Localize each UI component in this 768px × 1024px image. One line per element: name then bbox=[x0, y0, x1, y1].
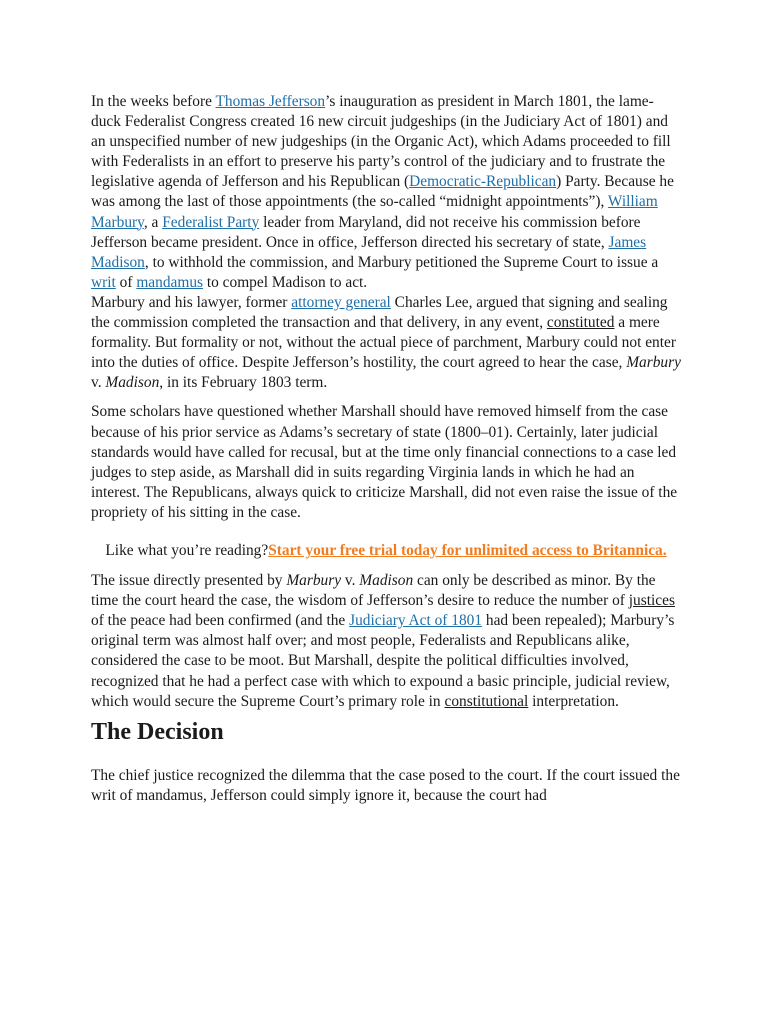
attorney-general-link[interactable]: attorney general bbox=[291, 293, 391, 311]
federalist-party-link[interactable]: Federalist Party bbox=[162, 213, 260, 231]
text-run: Some scholars have questioned whether Marshall should have removed himself from the case because of his prior service as Adams’s secretary of state (1800–01). Certainly, later judicial standards would have called for recusal, but at the time only financial connections to a case led judges to step aside, as Marshall did in suits regarding Virginia lands in which he had an interest. The Republicans, always quick to criticize Marshall, did not even raise the issue of the propriety of his sitting in the case. bbox=[91, 403, 678, 521]
text-run: to compel Madison to act. bbox=[203, 273, 368, 291]
paragraph-marbury-lawyer bbox=[91, 293, 681, 393]
william-marbury-link[interactable]: William Marbury bbox=[91, 193, 658, 231]
text-run: Marbury and his lawyer, former bbox=[91, 293, 292, 311]
text-run: leader from Maryland, did not receive his commission before Jefferson became president. Once in office, Jefferson directed his secretary of state, bbox=[91, 213, 641, 251]
paragraph-issue bbox=[91, 571, 681, 712]
text-run: of bbox=[115, 273, 137, 291]
paragraph-recusal bbox=[91, 402, 681, 523]
judiciary-act-of-1801-link[interactable]: Judiciary Act of 1801 bbox=[349, 612, 483, 630]
text-run: of the peace had been confirmed (and the bbox=[91, 612, 350, 630]
thomas-jefferson-link[interactable]: Thomas Jefferson bbox=[215, 93, 326, 110]
democratic-republican-link[interactable]: Democratic-Republican bbox=[409, 173, 557, 191]
text-run: , in its February 1803 term. bbox=[159, 374, 328, 392]
promo-lead-text: Like what you’re reading? bbox=[105, 541, 269, 559]
writ-link[interactable]: writ bbox=[91, 273, 116, 291]
text-run: , to withhold the commission, and Marbury petitioned the Supreme Court to issue a bbox=[144, 253, 659, 271]
text-run: interpretation. bbox=[528, 692, 619, 710]
case-name-italic: Marbury bbox=[626, 354, 681, 372]
text-run: The chief justice recognized the dilemma that the case posed to the court. If the court issued the writ of mandamus, Jefferson could simply ignore it, because the court had bbox=[91, 766, 680, 804]
case-name-italic: Madison bbox=[105, 374, 160, 392]
promo-banner bbox=[91, 541, 681, 561]
text-run: can only be described as minor. By the time the court heard the case, the wisdom of Jefferson’s desire to reduce the number of bbox=[91, 572, 656, 610]
justices-underlined-term: justices bbox=[628, 592, 675, 610]
constitutional-underlined-term: constitutional bbox=[444, 692, 529, 710]
text-run: Charles Lee, argued that signing and sealing the commission completed the transaction and that delivery, in any event, bbox=[91, 293, 668, 332]
text-run: had been repealed); Marbury’s original term was almost half over; and most people, Federalists and Republicans alike, considered the case to be moot. But Marshall, despite the political difficulties involved, recognized that he had a perfect case with which to expound a basic principle, judicial review, which would secure the Supreme Court’s primary role in bbox=[91, 612, 675, 710]
text-run: v. bbox=[91, 374, 106, 392]
text-run: In the weeks before bbox=[91, 93, 216, 110]
case-name-italic: Madison bbox=[359, 572, 414, 590]
article-body bbox=[91, 92, 681, 806]
text-run: ’s inauguration as president in March 1801, the lame-duck Federalist Congress created 16 new circuit judgeships (in the Judiciary Act of 1801) and an unspecified number of new judgeships (in the Organic Act), which Adams proceeded to fill with Federalists in an effort to preserve his party’s control of the judiciary and to frustrate the legislative agenda of Jefferson and his Republican ( bbox=[91, 93, 671, 191]
text-run: v. bbox=[341, 572, 360, 590]
section-heading: The Decision bbox=[91, 718, 224, 745]
mandamus-link[interactable]: mandamus bbox=[136, 273, 204, 291]
free-trial-link[interactable]: Start your free trial today for unlimited access to Britannica. bbox=[268, 541, 667, 559]
paragraph-inauguration bbox=[91, 92, 681, 293]
text-run: a mere formality. But formality or not, without the actual piece of parchment, Marbury could not enter into the duties of office. Despite Jefferson’s hostility, the court agreed to hear the case, bbox=[91, 314, 676, 372]
constituted-underlined-term: constituted bbox=[546, 314, 615, 332]
paragraph-dilemma bbox=[91, 766, 681, 806]
text-run: , a bbox=[143, 213, 163, 231]
text-run: The issue directly presented by bbox=[91, 572, 287, 590]
case-name-italic: Marbury bbox=[286, 572, 342, 590]
text-run: ) Party. Because he was among the last of those appointments (the so-called “midnight appointments”), bbox=[91, 173, 674, 211]
james-madison-link[interactable]: James Madison bbox=[91, 233, 647, 271]
